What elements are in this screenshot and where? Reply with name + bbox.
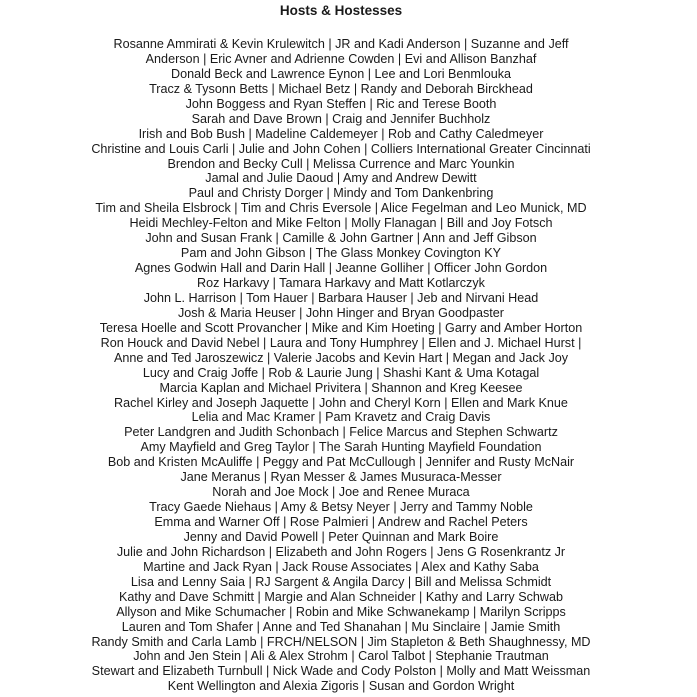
host-line: Teresa Hoelle and Scott Provancher | Mike and Kim Hoeting | Garry and Amber Horton <box>99 320 583 335</box>
host-line: Lauren and Tom Shafer | Anne and Ted Shanahan | Mu Sinclaire | Jamie Smith <box>121 619 561 634</box>
host-line: Tim and Sheila Elsbrock | Tim and Chris Eversole | Alice Fegelman and Leo Munick, MD <box>95 201 587 216</box>
host-line: Anne and Ted Jaroszewicz | Valerie Jacobs and Kevin Hart | Megan and Jack Joy <box>113 350 569 365</box>
host-line: Amy Mayfield and Greg Taylor | The Sarah Hunting Mayfield Foundation <box>140 440 542 455</box>
host-line: Anderson | Eric Avner and Adrienne Cowden | Evi and Allison Banzhaf <box>145 51 537 66</box>
host-line: Rachel Kirley and Joseph Jaquette | John and Cheryl Korn | Ellen and Mark Knue <box>114 395 568 410</box>
hosts-list <box>0 37 682 694</box>
host-line: John and Jen Stein | Ali & Alex Strohm | Carol Talbot | Stephanie Trautman <box>133 649 549 664</box>
host-line: Tracz & Tysonn Betts | Michael Betz | Randy and Deborah Birckhead <box>149 81 533 96</box>
host-line: John L. Harrison | Tom Hauer | Barbara Hauser | Jeb and Nirvani Head <box>143 290 539 305</box>
host-line: Pam and John Gibson | The Glass Monkey Covington KY <box>180 246 502 261</box>
host-line: Heidi Mechley-Felton and Mike Felton | Molly Flanagan | Bill and Joy Fotsch <box>129 216 553 231</box>
host-line: Agnes Godwin Hall and Darin Hall | Jeanne Golliher | Officer John Gordon <box>134 261 548 276</box>
host-line: Christine and Louis Carli | Julie and John Cohen | Colliers International Greater Cincinnati <box>91 141 591 156</box>
host-line: John and Susan Frank | Camille & John Gartner | Ann and Jeff Gibson <box>145 231 537 246</box>
host-line: Peter Landgren and Judith Schonbach | Felice Marcus and Stephen Schwartz <box>124 425 558 440</box>
host-line: Tracy Gaede Niehaus | Amy & Betsy Neyer | Jerry and Tammy Noble <box>149 500 533 515</box>
host-line: Kathy and Dave Schmitt | Margie and Alan Schneider | Kathy and Larry Schwab <box>118 589 564 604</box>
host-line: Irish and Bob Bush | Madeline Caldemeyer | Rob and Cathy Caledmeyer <box>138 126 544 141</box>
host-line: Donald Beck and Lawrence Eynon | Lee and Lori Benmlouka <box>170 66 512 81</box>
host-line: Julie and John Richardson | Elizabeth and John Rogers | Jens G Rosenkrantz Jr <box>116 544 566 559</box>
host-line: Lelia and Mac Kramer | Pam Kravetz and Craig Davis <box>191 410 491 425</box>
host-line: Jamal and Julie Daoud | Amy and Andrew Dewitt <box>205 171 477 186</box>
host-line: Josh & Maria Heuser | John Hinger and Bryan Goodpaster <box>178 305 504 320</box>
host-line: Norah and Joe Mock | Joe and Renee Muraca <box>212 485 470 500</box>
host-line: Rosanne Ammirati & Kevin Krulewitch | JR and Kadi Anderson | Suzanne and Jeff <box>113 37 569 51</box>
host-line: Ron Houck and David Nebel | Laura and Tony Humphrey | Ellen and J. Michael Hurst | <box>100 335 582 350</box>
host-line: Marcia Kaplan and Michael Privitera | Shannon and Kreg Keesee <box>159 380 523 395</box>
host-line: Jane Meranus | Ryan Messer & James Musuraca-Messer <box>180 470 502 485</box>
host-line: Sarah and Dave Brown | Craig and Jennifer Buchholz <box>191 111 491 126</box>
host-line: Kent Wellington and Alexia Zigoris | Susan and Gordon Wright <box>167 679 515 694</box>
host-line: Brendon and Becky Cull | Melissa Currence and Marc Younkin <box>167 156 515 171</box>
host-line: Emma and Warner Off | Rose Palmieri | Andrew and Rachel Peters <box>154 515 528 529</box>
host-line: Stewart and Elizabeth Turnbull | Nick Wade and Cody Polston | Molly and Matt Weissman <box>91 664 591 679</box>
host-line: Allyson and Mike Schumacher | Robin and Mike Schwanekamp | Marilyn Scripps <box>116 604 566 619</box>
host-line: Roz Harkavy | Tamara Harkavy and Matt Kotlarczyk <box>197 276 485 290</box>
host-line: Bob and Kristen McAuliffe | Peggy and Pat McCullough | Jennifer and Rusty McNair <box>107 455 575 470</box>
host-line: Lucy and Craig Joffe | Rob & Laurie Jung | Shashi Kant & Uma Kotagal <box>142 365 540 380</box>
host-line: Jenny and David Powell | Peter Quinnan and Mark Boire <box>183 529 499 544</box>
host-line: Martine and Jack Ryan | Jack Rouse Associates | Alex and Kathy Saba <box>143 559 539 574</box>
host-line: Randy Smith and Carla Lamb | FRCH/NELSON | Jim Stapleton & Beth Shaughnessy, MD <box>91 634 591 649</box>
host-line: Paul and Christy Dorger | Mindy and Tom Dankenbring <box>188 186 494 201</box>
host-line: Lisa and Lenny Saia | RJ Sargent & Angila Darcy | Bill and Melissa Schmidt <box>130 574 552 589</box>
host-line: John Boggess and Ryan Steffen | Ric and Terese Booth <box>185 96 497 111</box>
page-title: Hosts & Hostesses <box>279 3 403 18</box>
